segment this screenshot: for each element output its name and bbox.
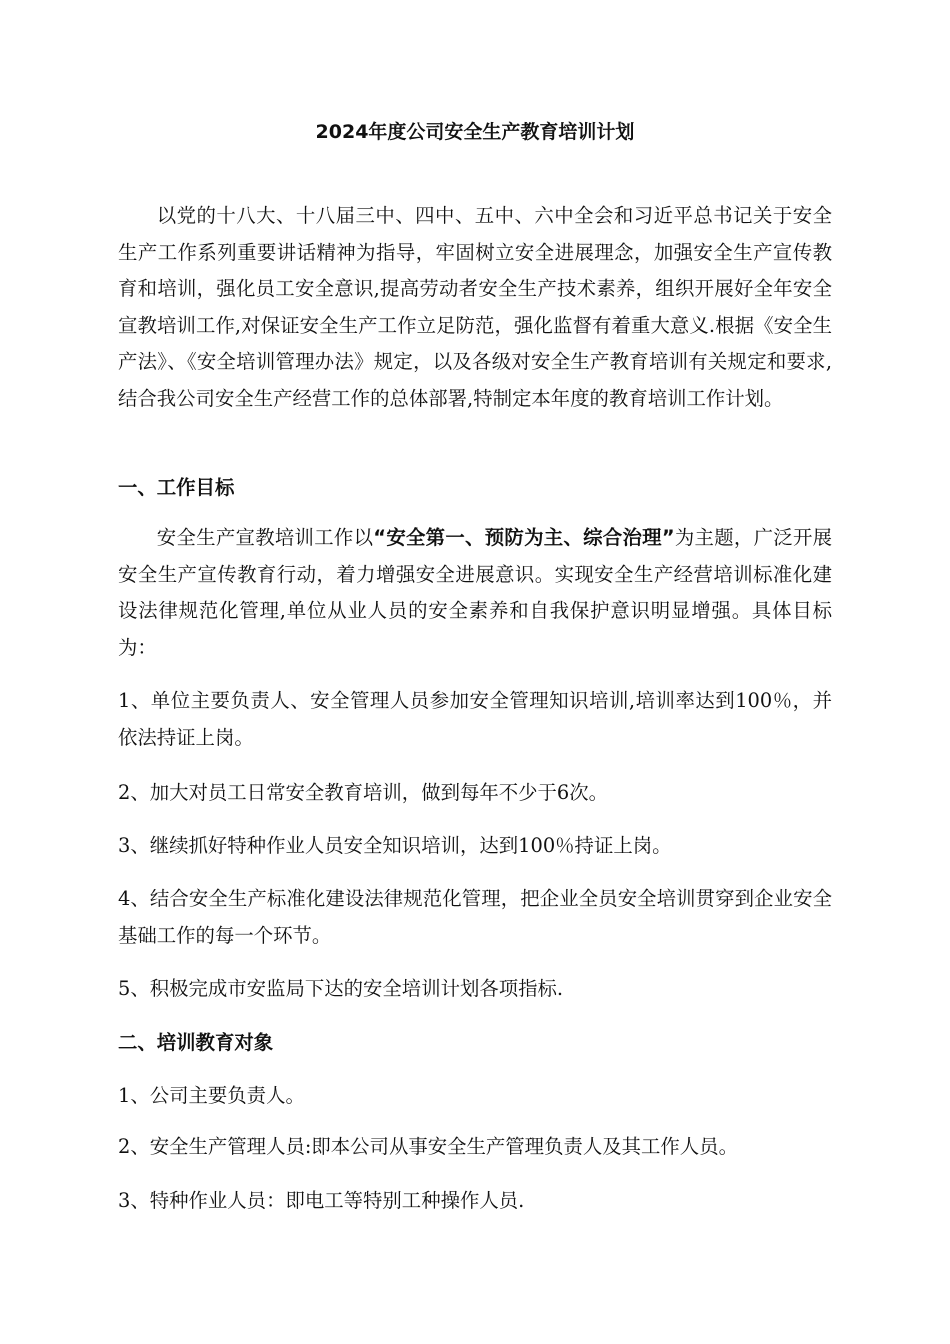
section-2-heading: 二、培训教育对象 [118,1031,274,1054]
target-item-2: 2、安全生产管理人员:即本公司从事安全生产管理负责人及其工作人员。 [118,1135,738,1158]
section-1-heading: 一、工作目标 [118,476,235,499]
goal-item-2: 2、加大对员工日常安全教育培训，做到每年不少于6次。 [118,781,609,804]
goal-item-5: 5、积极完成市安监局下达的安全培训计划各项指标. [118,977,564,1000]
section-1-lead-paragraph [118,520,832,666]
goal-item-3: 3、继续抓好特种作业人员安全知识培训，达到100％持证上岗。 [118,834,672,857]
lead-text-before: 安全生产宣教培训工作以 [156,526,374,549]
document-page [118,0,832,1344]
goal-item-4: 4、结合安全生产标准化建设法律规范化管理，把企业全员安全培训贯穿到企业安全基础工作的每一个环节。 [118,887,832,947]
document-title: 2024年度公司安全生产教育培训计划 [315,121,635,143]
goal-item-1: 1、单位主要负责人、安全管理人员参加安全管理知识培训,培训率达到100％，并依法持证上岗。 [118,689,832,749]
lead-motto: “安全第一、预防为主、综合治理” [373,526,675,549]
intro-paragraph: 以党的十八大、十八届三中、四中、五中、六中全会和习近平总书记关于安全生产工作系列重要讲话精神为指导，牢固树立安全进展理念，加强安全生产宣传教育和培训，强化员工安全意识,提高劳动者安全生产技术素养，组织开展好全年安全宣教培训工作,对保证安全生产工作立足防范，强化监督有着重大意义.根据《安全生产法》、《安全培训管理办法》规定，以及各级对安全生产教育培训有关规定和要求,结合我公司安全生产经营工作的总体部署,特制定本年度的教育培训工作计划。 [118,204,832,410]
target-item-1: 1、公司主要负责人。 [118,1084,305,1107]
target-item-3: 3、特种作业人员：即电工等特别工种操作人员. [118,1189,525,1212]
lead-text-after: 为主题，广泛开展安全生产宣传教育行动，着力增强安全进展意识。实现安全生产经营培训标准化建设法律规范化管理,单位从业人员的安全素养和自我保护意识明显增强。具体目标为： [118,526,833,659]
